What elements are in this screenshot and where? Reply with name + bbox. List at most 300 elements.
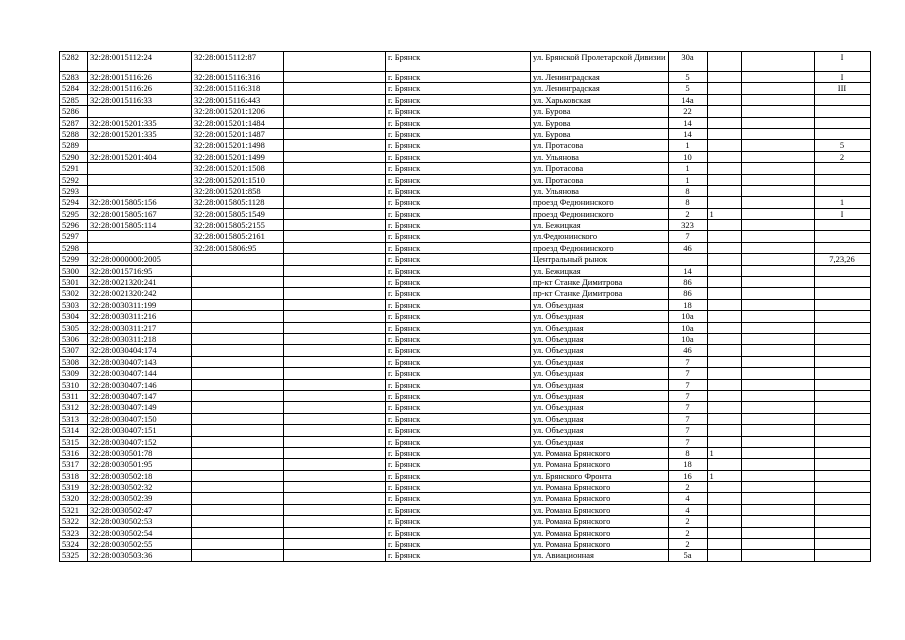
table-row	[60, 72, 871, 83]
house-number-cell: 14а	[668, 94, 707, 105]
table-row	[60, 470, 871, 481]
object-cadastral-number-cell	[192, 539, 284, 550]
street-cell: ул. Ленинградская	[531, 72, 669, 83]
city-cell: г. Брянск	[386, 52, 531, 72]
empty-cell	[284, 379, 386, 390]
house-number-cell: 10	[668, 151, 707, 162]
house-number-cell: 10а	[668, 333, 707, 344]
street-cell: ул. Объездная	[531, 390, 669, 401]
table-row	[60, 242, 871, 253]
street-cell: пр-кт Станке Димитрова	[531, 277, 669, 288]
extra-cell	[707, 311, 741, 322]
extra-cell	[707, 333, 741, 344]
premises-cell: 2	[814, 151, 870, 162]
cadastral-number-cell: 32:28:0015116:33	[88, 94, 192, 105]
house-number-cell: 30а	[668, 52, 707, 72]
row-number-cell: 5324	[60, 539, 88, 550]
extra-cell	[707, 265, 741, 276]
empty-cell	[284, 311, 386, 322]
city-cell: г. Брянск	[386, 197, 531, 208]
street-cell: ул. Ульянова	[531, 185, 669, 196]
house-number-cell: 1	[668, 174, 707, 185]
empty-cell	[741, 83, 814, 94]
street-cell: ул. Протасова	[531, 174, 669, 185]
street-cell: пр-кт Станке Димитрова	[531, 288, 669, 299]
house-number-cell: 18	[668, 299, 707, 310]
city-cell: г. Брянск	[386, 185, 531, 196]
empty-cell	[284, 72, 386, 83]
row-number-cell: 5317	[60, 459, 88, 470]
object-cadastral-number-cell	[192, 368, 284, 379]
street-cell: ул. Объездная	[531, 379, 669, 390]
empty-cell	[284, 288, 386, 299]
row-number-cell: 5296	[60, 220, 88, 231]
extra-cell	[707, 174, 741, 185]
cadastral-number-cell: 32:28:0015201:335	[88, 117, 192, 128]
object-cadastral-number-cell: 32:28:0015201:858	[192, 185, 284, 196]
extra-cell	[707, 185, 741, 196]
cadastral-number-cell: 32:28:0021320:241	[88, 277, 192, 288]
table-row	[60, 151, 871, 162]
row-number-cell: 5294	[60, 197, 88, 208]
object-cadastral-number-cell	[192, 402, 284, 413]
house-number-cell: 7	[668, 402, 707, 413]
house-number-cell: 10а	[668, 322, 707, 333]
street-cell: ул. Бежицкая	[531, 265, 669, 276]
premises-cell	[814, 390, 870, 401]
house-number-cell: 7	[668, 368, 707, 379]
cadastral-number-cell: 32:28:0015805:167	[88, 208, 192, 219]
object-cadastral-number-cell	[192, 459, 284, 470]
premises-cell	[814, 117, 870, 128]
row-number-cell: 5304	[60, 311, 88, 322]
extra-cell	[707, 52, 741, 72]
city-cell: г. Брянск	[386, 106, 531, 117]
extra-cell	[707, 140, 741, 151]
object-cadastral-number-cell: 32:28:0015112:87	[192, 52, 284, 72]
premises-cell	[814, 128, 870, 139]
street-cell: ул. Объездная	[531, 345, 669, 356]
premises-cell	[814, 311, 870, 322]
object-cadastral-number-cell	[192, 345, 284, 356]
table-row	[60, 52, 871, 72]
table-row	[60, 516, 871, 527]
empty-cell	[284, 83, 386, 94]
row-number-cell: 5290	[60, 151, 88, 162]
empty-cell	[284, 493, 386, 504]
city-cell: г. Брянск	[386, 163, 531, 174]
cadastral-number-cell: 32:28:0030502:53	[88, 516, 192, 527]
table-row	[60, 482, 871, 493]
empty-cell	[284, 254, 386, 265]
city-cell: г. Брянск	[386, 390, 531, 401]
empty-cell	[741, 470, 814, 481]
city-cell: г. Брянск	[386, 128, 531, 139]
city-cell: г. Брянск	[386, 265, 531, 276]
street-cell: ул. Объездная	[531, 413, 669, 424]
object-cadastral-number-cell	[192, 413, 284, 424]
table-row	[60, 140, 871, 151]
extra-cell	[707, 242, 741, 253]
street-cell: ул. Объездная	[531, 402, 669, 413]
premises-cell	[814, 504, 870, 515]
cadastral-number-cell: 32:28:0030404:174	[88, 345, 192, 356]
cadastral-number-cell: 32:28:0030502:47	[88, 504, 192, 515]
row-number-cell: 5315	[60, 436, 88, 447]
cadastral-number-cell: 32:28:0030311:217	[88, 322, 192, 333]
row-number-cell: 5299	[60, 254, 88, 265]
empty-cell	[741, 447, 814, 458]
extra-cell	[707, 197, 741, 208]
city-cell: г. Брянск	[386, 356, 531, 367]
house-number-cell: 7	[668, 390, 707, 401]
city-cell: г. Брянск	[386, 368, 531, 379]
empty-cell	[741, 52, 814, 72]
row-number-cell: 5308	[60, 356, 88, 367]
premises-cell	[814, 94, 870, 105]
object-cadastral-number-cell	[192, 299, 284, 310]
extra-cell: 1	[707, 447, 741, 458]
street-cell: ул. Бурова	[531, 117, 669, 128]
empty-cell	[284, 265, 386, 276]
house-number-cell: 7	[668, 436, 707, 447]
street-cell: проезд Федюнинского	[531, 197, 669, 208]
premises-cell	[814, 447, 870, 458]
extra-cell: 1	[707, 208, 741, 219]
object-cadastral-number-cell	[192, 550, 284, 561]
empty-cell	[741, 516, 814, 527]
table-row	[60, 356, 871, 367]
object-cadastral-number-cell: 32:28:0015116:443	[192, 94, 284, 105]
house-number-cell: 5	[668, 72, 707, 83]
row-number-cell: 5302	[60, 288, 88, 299]
table-row	[60, 277, 871, 288]
object-cadastral-number-cell: 32:28:0015116:316	[192, 72, 284, 83]
city-cell: г. Брянск	[386, 254, 531, 265]
object-cadastral-number-cell	[192, 482, 284, 493]
city-cell: г. Брянск	[386, 322, 531, 333]
extra-cell	[707, 402, 741, 413]
premises-cell: I	[814, 208, 870, 219]
empty-cell	[284, 151, 386, 162]
row-number-cell: 5285	[60, 94, 88, 105]
street-cell: проезд Федюнинского	[531, 208, 669, 219]
city-cell: г. Брянск	[386, 425, 531, 436]
city-cell: г. Брянск	[386, 220, 531, 231]
object-cadastral-number-cell: 32:28:0015201:1510	[192, 174, 284, 185]
cadastral-number-cell: 32:28:0015805:114	[88, 220, 192, 231]
city-cell: г. Брянск	[386, 379, 531, 390]
empty-cell	[284, 390, 386, 401]
cadastral-number-cell: 32:28:0015201:404	[88, 151, 192, 162]
empty-cell	[741, 322, 814, 333]
empty-cell	[284, 163, 386, 174]
premises-cell	[814, 527, 870, 538]
empty-cell	[284, 333, 386, 344]
premises-cell: 7,23,26	[814, 254, 870, 265]
premises-cell	[814, 379, 870, 390]
street-cell: ул. Харьковская	[531, 94, 669, 105]
row-number-cell: 5287	[60, 117, 88, 128]
row-number-cell: 5284	[60, 83, 88, 94]
city-cell: г. Брянск	[386, 72, 531, 83]
extra-cell	[707, 322, 741, 333]
table-row	[60, 254, 871, 265]
row-number-cell: 5303	[60, 299, 88, 310]
extra-cell	[707, 345, 741, 356]
cadastral-number-cell: 32:28:0030502:18	[88, 470, 192, 481]
extra-cell	[707, 72, 741, 83]
table-row	[60, 413, 871, 424]
row-number-cell: 5297	[60, 231, 88, 242]
table-row	[60, 402, 871, 413]
house-number-cell: 4	[668, 493, 707, 504]
cadastral-number-cell	[88, 106, 192, 117]
row-number-cell: 5291	[60, 163, 88, 174]
table-row	[60, 527, 871, 538]
table-row	[60, 220, 871, 231]
empty-cell	[741, 459, 814, 470]
cadastral-number-cell: 32:28:0015716:95	[88, 265, 192, 276]
house-number-cell: 5	[668, 83, 707, 94]
house-number-cell: 7	[668, 231, 707, 242]
extra-cell	[707, 254, 741, 265]
empty-cell	[741, 333, 814, 344]
empty-cell	[284, 482, 386, 493]
table-row	[60, 231, 871, 242]
empty-cell	[284, 185, 386, 196]
object-cadastral-number-cell	[192, 516, 284, 527]
empty-cell	[284, 52, 386, 72]
object-cadastral-number-cell: 32:28:0015201:1508	[192, 163, 284, 174]
street-cell: ул. Ульянова	[531, 151, 669, 162]
premises-cell	[814, 539, 870, 550]
house-number-cell: 14	[668, 117, 707, 128]
city-cell: г. Брянск	[386, 174, 531, 185]
house-number-cell: 2	[668, 527, 707, 538]
empty-cell	[284, 174, 386, 185]
extra-cell	[707, 390, 741, 401]
cadastral-number-cell: 32:28:0030407:146	[88, 379, 192, 390]
premises-cell	[814, 436, 870, 447]
empty-cell	[741, 208, 814, 219]
city-cell: г. Брянск	[386, 345, 531, 356]
premises-cell: 5	[814, 140, 870, 151]
city-cell: г. Брянск	[386, 277, 531, 288]
extra-cell	[707, 288, 741, 299]
row-number-cell: 5310	[60, 379, 88, 390]
object-cadastral-number-cell: 32:28:0015806:95	[192, 242, 284, 253]
object-cadastral-number-cell: 32:28:0015201:1484	[192, 117, 284, 128]
cadastral-number-cell: 32:28:0030502:39	[88, 493, 192, 504]
empty-cell	[741, 128, 814, 139]
object-cadastral-number-cell	[192, 265, 284, 276]
cadastral-number-cell: 32:28:0030311:216	[88, 311, 192, 322]
city-cell: г. Брянск	[386, 288, 531, 299]
row-number-cell: 5321	[60, 504, 88, 515]
cadastral-number-cell: 32:28:0030501:78	[88, 447, 192, 458]
city-cell: г. Брянск	[386, 482, 531, 493]
street-cell: ул. Романа Брянского	[531, 459, 669, 470]
premises-cell	[814, 231, 870, 242]
row-number-cell: 5295	[60, 208, 88, 219]
table-row	[60, 493, 871, 504]
street-cell: ул. Бурова	[531, 106, 669, 117]
extra-cell	[707, 94, 741, 105]
empty-cell	[741, 288, 814, 299]
cadastral-number-cell	[88, 185, 192, 196]
cadastral-number-cell: 32:28:0030503:36	[88, 550, 192, 561]
house-number-cell: 7	[668, 356, 707, 367]
empty-cell	[741, 345, 814, 356]
city-cell: г. Брянск	[386, 527, 531, 538]
table-row	[60, 368, 871, 379]
extra-cell	[707, 356, 741, 367]
street-cell: ул. Протасова	[531, 140, 669, 151]
row-number-cell: 5322	[60, 516, 88, 527]
cadastral-number-cell: 32:28:0015805:156	[88, 197, 192, 208]
city-cell: г. Брянск	[386, 231, 531, 242]
extra-cell: 1	[707, 470, 741, 481]
empty-cell	[284, 413, 386, 424]
premises-cell	[814, 242, 870, 253]
object-cadastral-number-cell	[192, 288, 284, 299]
extra-cell	[707, 516, 741, 527]
table-row	[60, 299, 871, 310]
object-cadastral-number-cell	[192, 527, 284, 538]
address-register-table	[59, 51, 871, 562]
empty-cell	[741, 277, 814, 288]
premises-cell	[814, 174, 870, 185]
row-number-cell: 5289	[60, 140, 88, 151]
premises-cell	[814, 322, 870, 333]
city-cell: г. Брянск	[386, 539, 531, 550]
premises-cell	[814, 185, 870, 196]
row-number-cell: 5313	[60, 413, 88, 424]
table-row	[60, 504, 871, 515]
object-cadastral-number-cell	[192, 277, 284, 288]
house-number-cell: 8	[668, 447, 707, 458]
empty-cell	[741, 242, 814, 253]
cadastral-number-cell: 32:28:0030311:199	[88, 299, 192, 310]
house-number-cell: 2	[668, 208, 707, 219]
premises-cell	[814, 277, 870, 288]
cadastral-number-cell	[88, 231, 192, 242]
premises-cell: I	[814, 72, 870, 83]
object-cadastral-number-cell: 32:28:0015805:1549	[192, 208, 284, 219]
city-cell: г. Брянск	[386, 117, 531, 128]
empty-cell	[284, 470, 386, 481]
house-number-cell: 8	[668, 197, 707, 208]
empty-cell	[284, 128, 386, 139]
city-cell: г. Брянск	[386, 459, 531, 470]
empty-cell	[741, 550, 814, 561]
extra-cell	[707, 436, 741, 447]
premises-cell	[814, 482, 870, 493]
street-cell: проезд Федюнинского	[531, 242, 669, 253]
empty-cell	[741, 220, 814, 231]
street-cell: ул. Объездная	[531, 356, 669, 367]
extra-cell	[707, 425, 741, 436]
house-number-cell: 46	[668, 242, 707, 253]
empty-cell	[284, 539, 386, 550]
table-row	[60, 459, 871, 470]
row-number-cell: 5307	[60, 345, 88, 356]
row-number-cell: 5301	[60, 277, 88, 288]
house-number-cell: 18	[668, 459, 707, 470]
cadastral-number-cell: 32:28:0030311:218	[88, 333, 192, 344]
street-cell: ул.Федюнинского	[531, 231, 669, 242]
row-number-cell: 5282	[60, 52, 88, 72]
premises-cell	[814, 425, 870, 436]
object-cadastral-number-cell	[192, 493, 284, 504]
house-number-cell: 14	[668, 128, 707, 139]
premises-cell: 1	[814, 197, 870, 208]
extra-cell	[707, 368, 741, 379]
city-cell: г. Брянск	[386, 242, 531, 253]
empty-cell	[284, 197, 386, 208]
cadastral-number-cell: 32:28:0030407:144	[88, 368, 192, 379]
object-cadastral-number-cell: 32:28:0015201:1206	[192, 106, 284, 117]
empty-cell	[741, 185, 814, 196]
street-cell: ул. Ленинградская	[531, 83, 669, 94]
object-cadastral-number-cell	[192, 470, 284, 481]
premises-cell	[814, 265, 870, 276]
street-cell: ул. Объездная	[531, 333, 669, 344]
house-number-cell: 7	[668, 379, 707, 390]
house-number-cell: 86	[668, 288, 707, 299]
city-cell: г. Брянск	[386, 311, 531, 322]
object-cadastral-number-cell: 32:28:0015805:1128	[192, 197, 284, 208]
extra-cell	[707, 231, 741, 242]
empty-cell	[741, 527, 814, 538]
house-number-cell: 2	[668, 482, 707, 493]
object-cadastral-number-cell: 32:28:0015805:2155	[192, 220, 284, 231]
extra-cell	[707, 504, 741, 515]
house-number-cell: 7	[668, 425, 707, 436]
object-cadastral-number-cell	[192, 390, 284, 401]
city-cell: г. Брянск	[386, 140, 531, 151]
cadastral-number-cell: 32:28:0030502:32	[88, 482, 192, 493]
street-cell: ул. Романа Брянского	[531, 493, 669, 504]
table-row	[60, 345, 871, 356]
premises-cell	[814, 470, 870, 481]
premises-cell	[814, 368, 870, 379]
cadastral-number-cell: 32:28:0000000:2005	[88, 254, 192, 265]
extra-cell	[707, 83, 741, 94]
empty-cell	[284, 436, 386, 447]
street-cell: ул. Бежицкая	[531, 220, 669, 231]
cadastral-number-cell: 32:28:0030501:95	[88, 459, 192, 470]
empty-cell	[741, 197, 814, 208]
row-number-cell: 5293	[60, 185, 88, 196]
premises-cell	[814, 288, 870, 299]
premises-cell	[814, 413, 870, 424]
extra-cell	[707, 299, 741, 310]
house-number-cell: 2	[668, 539, 707, 550]
empty-cell	[741, 504, 814, 515]
object-cadastral-number-cell	[192, 322, 284, 333]
empty-cell	[741, 117, 814, 128]
empty-cell	[284, 516, 386, 527]
empty-cell	[284, 402, 386, 413]
cadastral-number-cell: 32:28:0030407:152	[88, 436, 192, 447]
table-body	[60, 52, 871, 562]
table-row	[60, 539, 871, 550]
cadastral-number-cell	[88, 140, 192, 151]
empty-cell	[284, 425, 386, 436]
premises-cell	[814, 163, 870, 174]
